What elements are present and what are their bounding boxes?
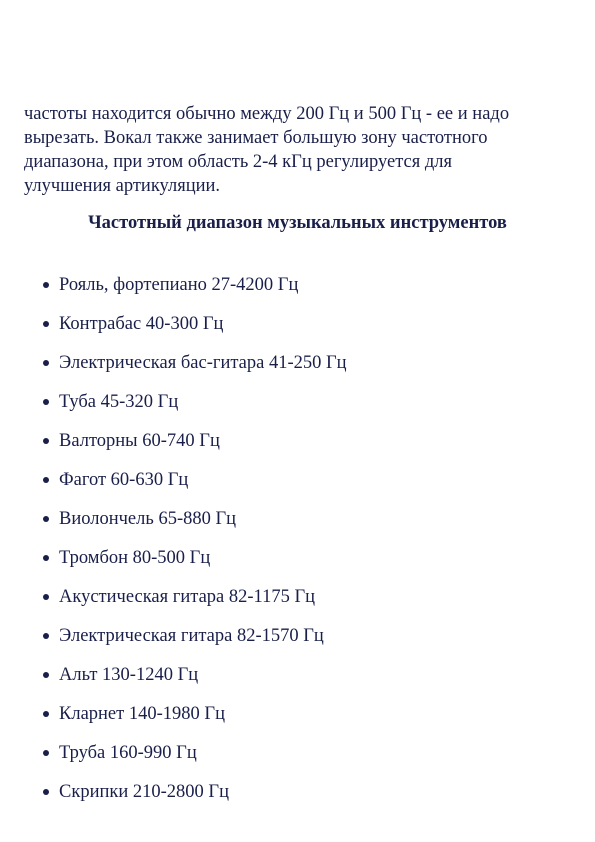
list-item-label: Контрабас 40-300 Гц <box>59 314 224 334</box>
paragraph-line: диапазона, при этом область 2-4 кГц регулируется для <box>24 152 453 172</box>
bullet-icon <box>43 477 49 483</box>
paragraph-line: улучшения артикуляции. <box>24 176 221 196</box>
bullet-icon <box>43 321 49 327</box>
list-item-label: Фагот 60-630 Гц <box>59 470 189 490</box>
bullet-icon <box>43 750 49 756</box>
list-item-label: Труба 160-990 Гц <box>59 743 197 763</box>
bullet-icon <box>43 555 49 561</box>
list-item-label: Рояль, фортепиано 27-4200 Гц <box>59 275 299 295</box>
bullet-icon <box>43 516 49 522</box>
list-item-label: Туба 45-320 Гц <box>59 392 179 412</box>
list-item-label: Виолончель 65-880 Гц <box>59 509 237 529</box>
section-heading: Частотный диапазон музыкальных инструментов <box>88 213 507 233</box>
list-item-label: Валторны 60-740 Гц <box>59 431 220 451</box>
bullet-icon <box>43 282 49 288</box>
list-item-label: Электрическая гитара 82-1570 Гц <box>59 626 324 646</box>
bullet-icon <box>43 672 49 678</box>
list-item-label: Тромбон 80-500 Гц <box>59 548 211 568</box>
list-item-label: Акустическая гитара 82-1175 Гц <box>59 587 316 607</box>
paragraph-line: вырезать. Вокал также занимает большую зону частотного <box>24 128 488 148</box>
list-item-label: Электрическая бас-гитара 41-250 Гц <box>59 353 347 373</box>
bullet-icon <box>43 789 49 795</box>
bullet-icon <box>43 594 49 600</box>
paragraph-line: частоты находится обычно между 200 Гц и 500 Гц - ее и надо <box>24 104 510 124</box>
body-paragraph <box>24 102 569 198</box>
bullet-icon <box>43 399 49 405</box>
list-item-label: Скрипки 210-2800 Гц <box>59 782 230 802</box>
list-item-label: Альт 130-1240 Гц <box>59 665 199 685</box>
bullet-icon <box>43 360 49 366</box>
bullet-icon <box>43 438 49 444</box>
list-item-label: Кларнет 140-1980 Гц <box>59 704 225 724</box>
bullet-icon <box>43 633 49 639</box>
bullet-icon <box>43 711 49 717</box>
